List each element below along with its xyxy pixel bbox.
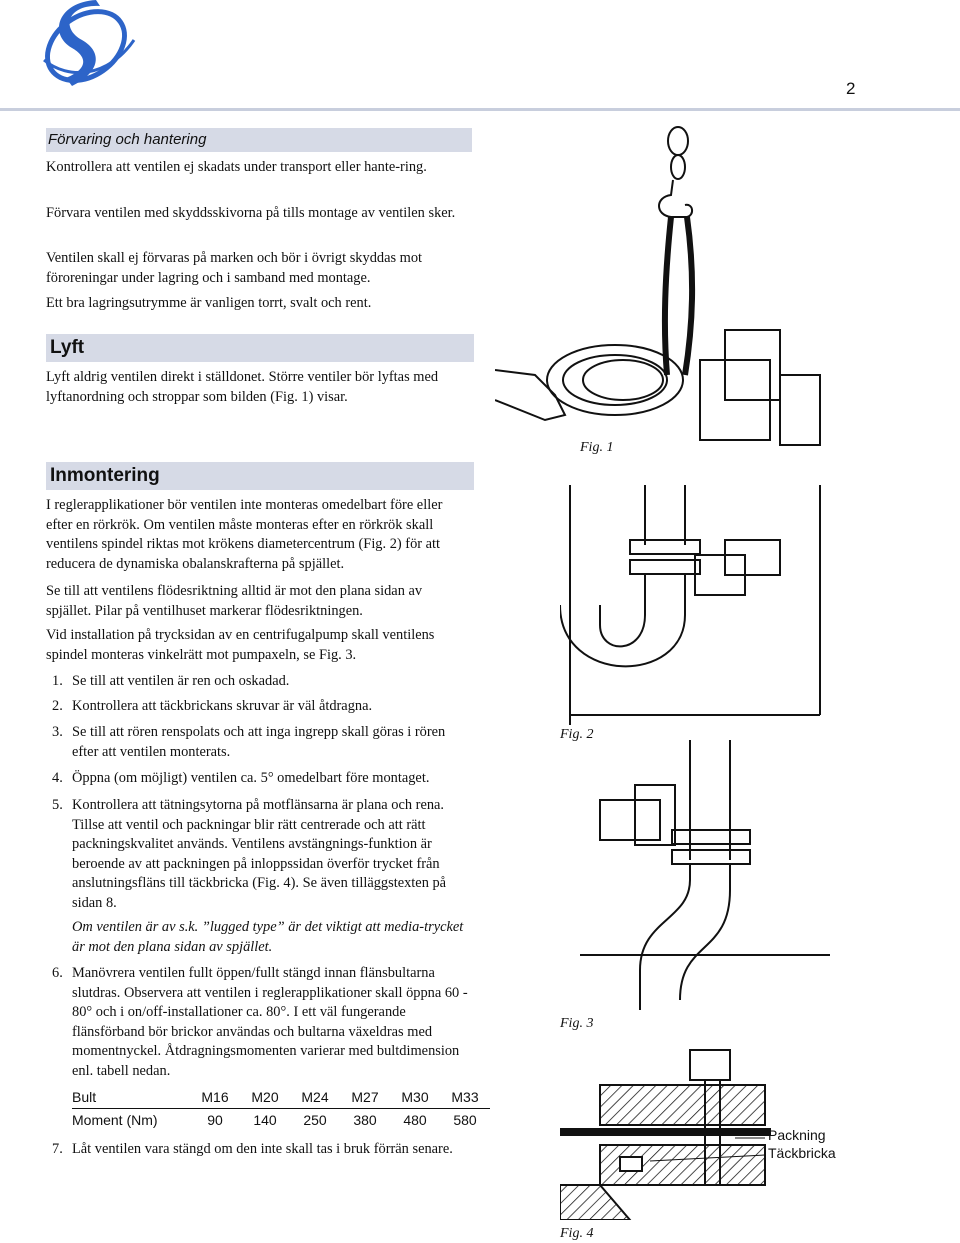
fig4-callout-packning: Packning [768,1127,826,1143]
section-heading-install: Inmontering [46,462,474,490]
section-heading-storage: Förvaring och hantering [46,128,472,152]
lift-paragraph: Lyft aldrig ventilen direkt i ställdonet. Större ventiler bör lyftas med lyftanordning och stroppar som bilden (Fig. 1) visar. [46,369,439,405]
section-heading-lift: Lyft [46,334,474,362]
table-cell: 380 [353,1112,377,1128]
storage-paragraph-2: Förvara ventilen med skyddsskivorna på tills montage av ventilen sker. [46,205,456,221]
fig4-callout-tackbricka: Täckbricka [768,1145,836,1161]
table-cell: M20 [240,1086,290,1109]
fig4-label: Fig. 4 [560,1226,594,1241]
table-cell: M33 [440,1086,490,1109]
table-cell: M30 [390,1086,440,1109]
table-cell: M24 [290,1086,340,1109]
fig3-pump-illustration [580,740,830,1010]
fig2-pipe-bend-illustration [560,485,830,725]
table-cell: 90 [207,1112,223,1128]
install-paragraph-2: Se till att ventilens flödesriktning alltid är mot den plana sidan av spjället. Pilar på ventilhuset markerar flödesriktningen. [46,583,423,619]
fig1-label: Fig. 1 [580,440,614,455]
table-cell: M16 [190,1086,240,1109]
table-row [72,1109,490,1132]
table-cell: 140 [253,1112,277,1128]
table-cell: 480 [403,1112,427,1128]
header-rule [0,108,960,111]
table-cell: 250 [303,1112,327,1128]
storage-paragraph-1: Kontrollera att ventilen ej skadats under transport eller hante-ring. [46,159,427,175]
storage-paragraph-3: Ventilen skall ej förvaras på marken och bör i övrigt skyddas mot föroreningar under lagring och i samband med montage. [46,250,423,286]
page-number: 2 [846,79,856,98]
table-cell: Moment (Nm) [72,1112,158,1128]
fig1-lifting-illustration [495,125,835,455]
fig4-flange-section-illustration [560,1045,780,1220]
table-cell: Bult [72,1086,190,1109]
storage-paragraph-4: Ett bra lagringsutrymme är vanligen torrt, svalt och rent. [46,295,372,311]
company-logo [38,0,138,92]
fig3-label: Fig. 3 [560,1016,594,1031]
install-paragraph-1: I reglerapplikationer bör ventilen inte monteras omedelbart före eller efter en rörkrök. Om ventilen måste monteras efter en rörkrök skall ventilens spindel riktas mot krökens diametercentrum (Fig. 2) för att reducera de dynamiska obalanskrafterna på spjället. [46,497,443,572]
install-paragraph-3: Vid installation på trycksidan av en centrifugalpump skall ventilens spindel monteras vinkelrätt mot pumpaxeln, se Fig. 3. [46,627,435,663]
table-cell: 580 [453,1112,477,1128]
table-row [72,1086,490,1109]
torque-table [72,1086,490,1131]
table-cell: M27 [340,1086,390,1109]
fig2-label: Fig. 2 [560,727,594,742]
